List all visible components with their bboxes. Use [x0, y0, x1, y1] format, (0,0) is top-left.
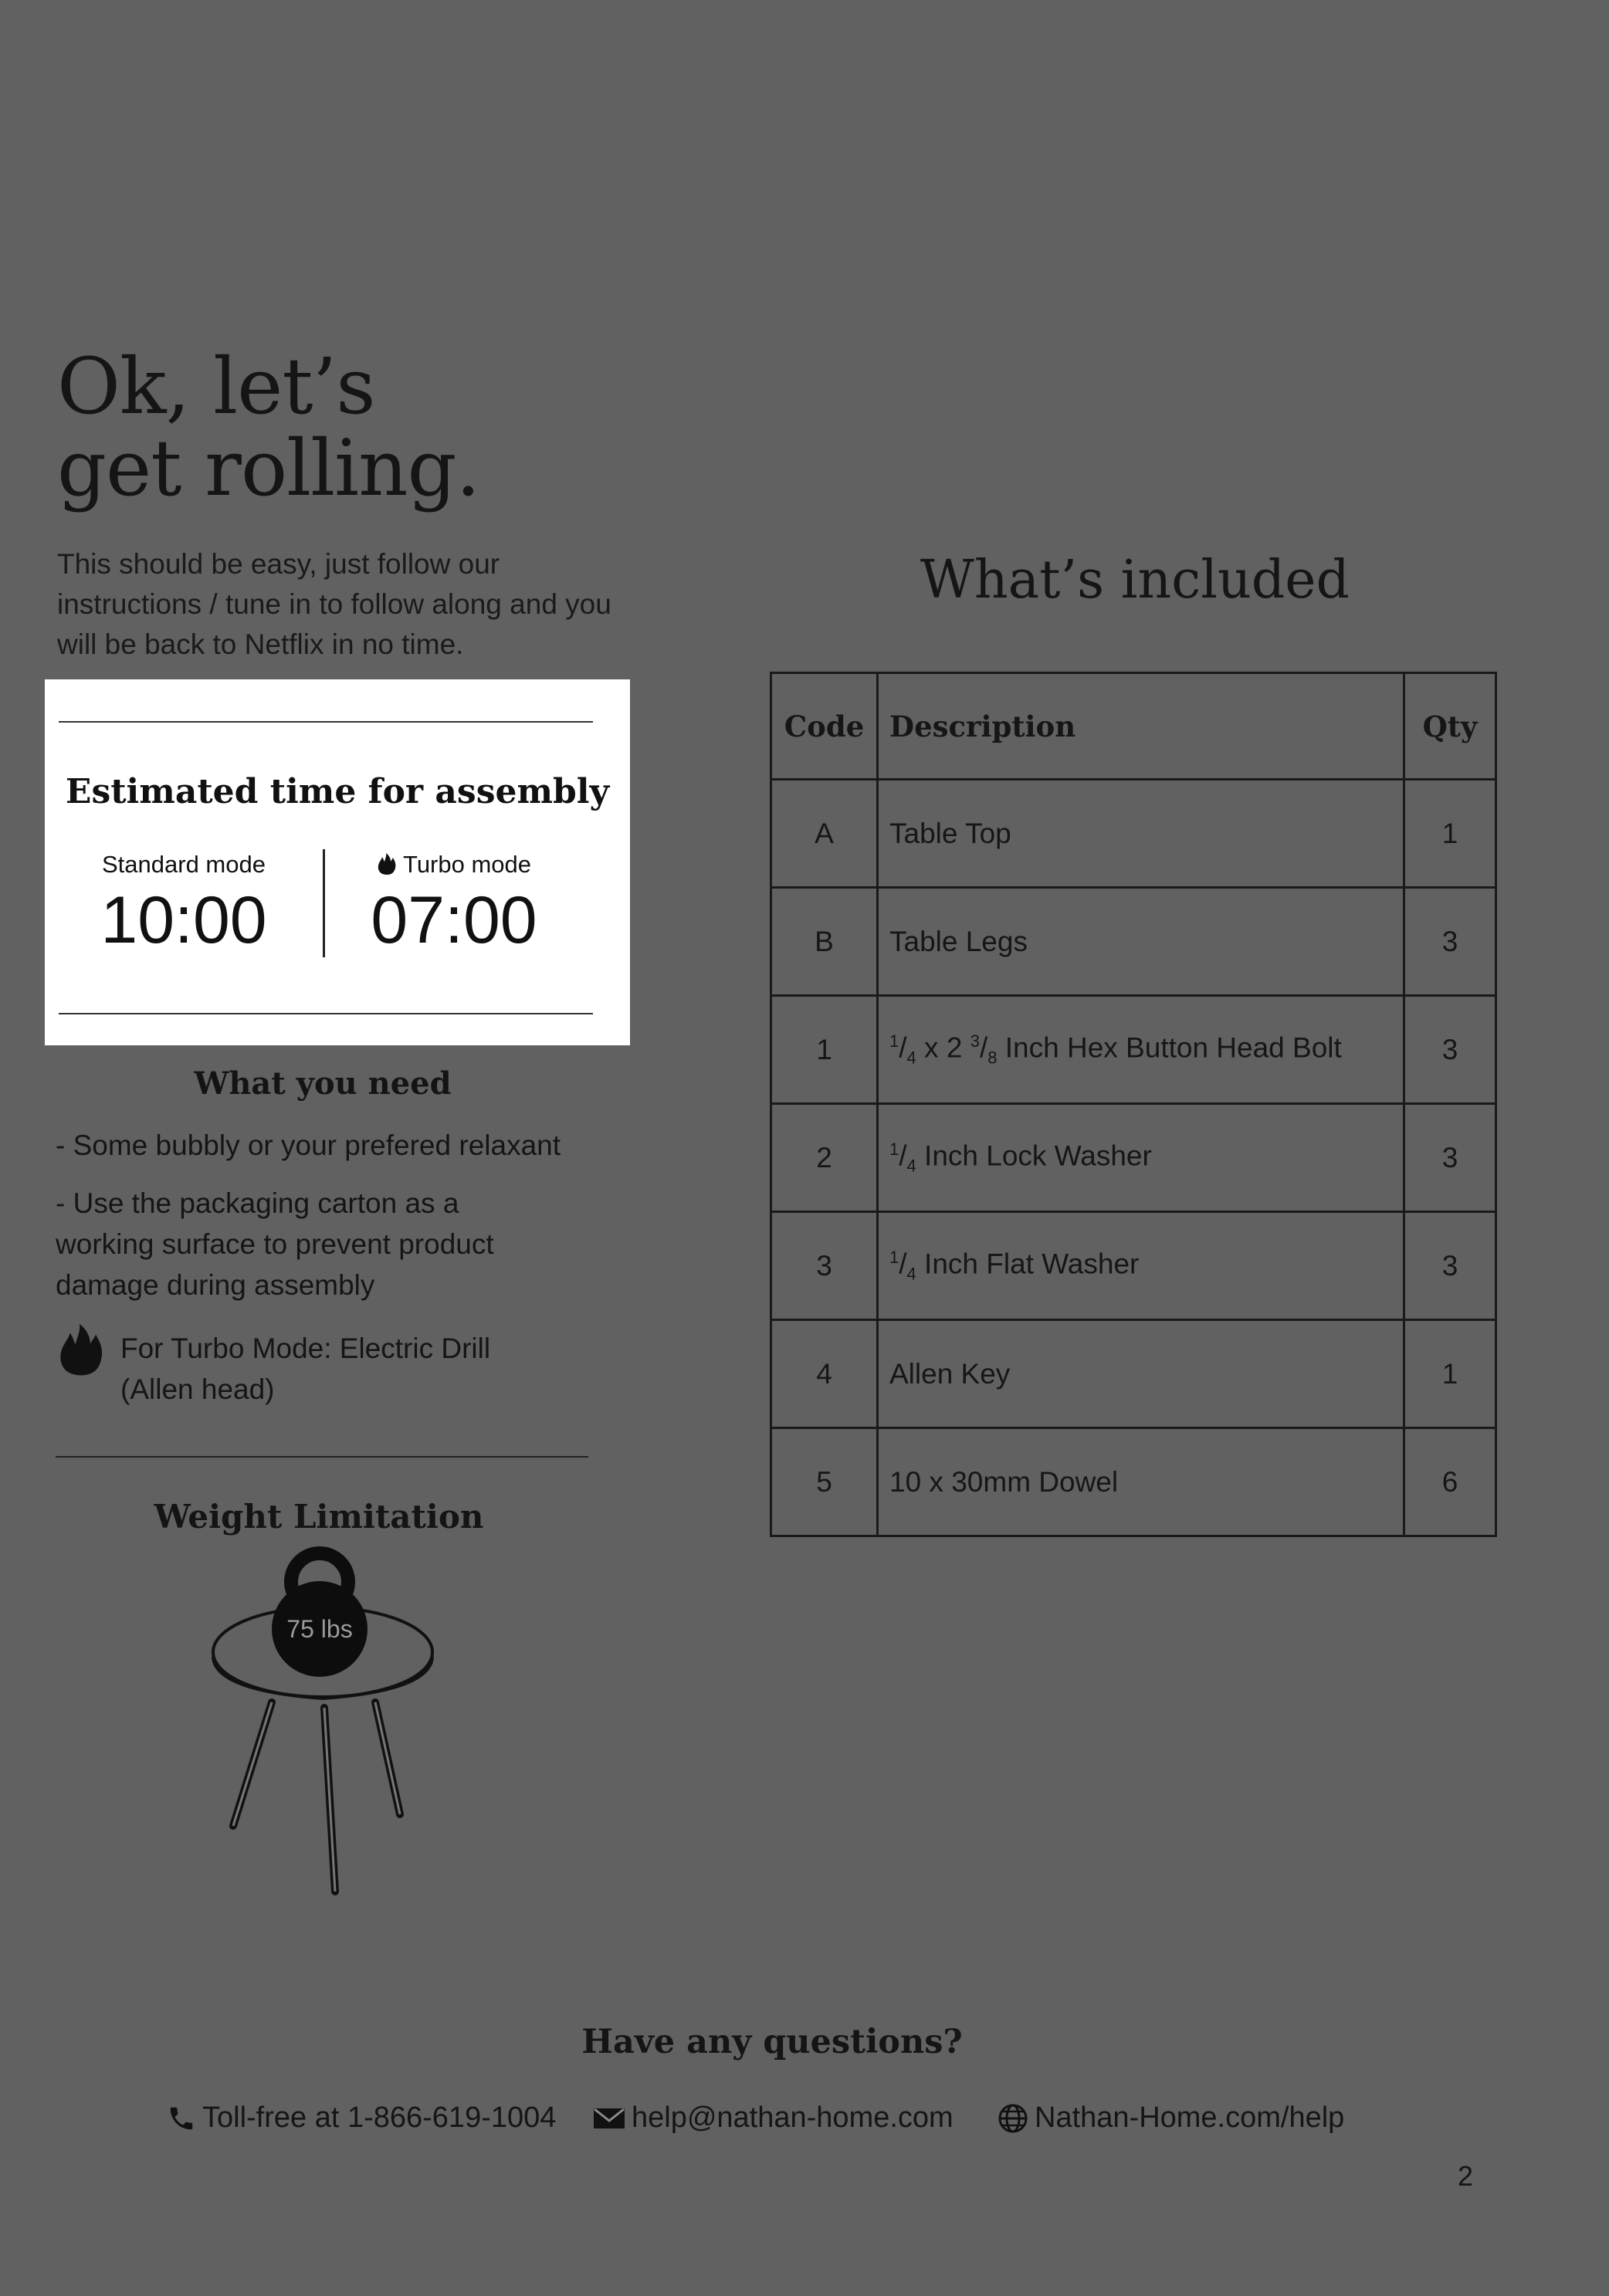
turbo-mode-time: 07:00	[371, 883, 537, 957]
table-row	[771, 780, 1496, 888]
headline-line-1: Ok, let’s	[57, 341, 375, 432]
row-description: $^1/_4$ Inch Flat Washer	[878, 1212, 1404, 1320]
globe-icon	[998, 2103, 1028, 2134]
turbo-mode	[354, 851, 554, 957]
questions-title: Have any questions?	[581, 2023, 963, 2061]
needs-item-1: - Some bubbly or your prefered relaxant	[56, 1129, 561, 1161]
table-row	[771, 888, 1496, 996]
standard-mode-time: 10:00	[100, 883, 267, 957]
intro-text: This should be easy, just follow our instructions / tune in to follow along and you will be back to Netflix in no time.	[57, 548, 611, 660]
row-description: 10 x 30mm Dowel	[878, 1428, 1404, 1536]
row-code: 3	[771, 1212, 878, 1320]
phone-icon	[167, 2104, 196, 2133]
row-code: 4	[771, 1320, 878, 1428]
row-code: 5	[771, 1428, 878, 1536]
row-description: Allen Key	[878, 1320, 1404, 1428]
row-qty: 3	[1404, 1212, 1496, 1320]
needs-title: What you need	[194, 1065, 452, 1102]
fire-icon	[377, 852, 397, 875]
header-qty: Qty	[1404, 673, 1496, 780]
row-qty: 1	[1404, 1320, 1496, 1428]
table-row	[771, 1104, 1496, 1212]
table-row	[771, 1428, 1496, 1536]
contact-email-text: help@nathan-home.com	[632, 2101, 954, 2134]
parts-body	[771, 780, 1496, 1536]
row-code: 1	[771, 996, 878, 1104]
row-code: B	[771, 888, 878, 996]
table-row	[771, 1320, 1496, 1428]
page-headline	[57, 341, 480, 513]
turbo-mode-label-row	[354, 851, 554, 879]
stool-illustration	[193, 1536, 456, 1907]
row-description: Table Top	[878, 780, 1404, 888]
standard-mode-label: Standard mode	[102, 851, 266, 878]
headline-line-2: get rolling.	[57, 423, 480, 513]
contact-email[interactable]	[593, 2101, 954, 2135]
header-description: Description	[878, 673, 1404, 780]
included-title: What’s included	[920, 550, 1350, 611]
row-qty: 3	[1404, 1104, 1496, 1212]
table-row	[771, 1212, 1496, 1320]
row-qty: 3	[1404, 888, 1496, 996]
row-qty: 3	[1404, 996, 1496, 1104]
fire-icon	[57, 1322, 105, 1377]
row-code: A	[771, 780, 878, 888]
row-qty: 1	[1404, 780, 1496, 888]
top-rule	[59, 721, 593, 723]
header-code: Code	[771, 673, 878, 780]
needs-item-3: For Turbo Mode: Electric Drill (Allen head)	[120, 1333, 491, 1405]
table-row	[771, 996, 1496, 1104]
contact-web-text: Nathan-Home.com/help	[1035, 2101, 1345, 2134]
contact-phone-text: Toll-free at 1-866-619-1004	[202, 2101, 557, 2134]
turbo-mode-label: Turbo mode	[403, 851, 532, 878]
mail-icon	[593, 2107, 625, 2130]
row-description: $^1/_4$ x 2 $^3/_8$ Inch Hex Button Head Bolt	[878, 996, 1404, 1104]
row-description: Table Legs	[878, 888, 1404, 996]
mode-divider	[323, 849, 325, 957]
needs-rule	[56, 1456, 588, 1458]
page-number: 2	[1458, 2160, 1474, 2192]
weight-limit: 75 lbs	[286, 1615, 353, 1643]
row-qty: 6	[1404, 1428, 1496, 1536]
weight-title: Weight Limitation	[154, 1498, 484, 1536]
assembly-title: Estimated time for assembly	[65, 772, 610, 811]
parts-header-row	[771, 673, 1496, 780]
needs-item-2: - Use the packaging carton as a working surface to prevent product damage during assembly	[56, 1187, 494, 1301]
parts-table	[770, 672, 1497, 1537]
contact-web[interactable]	[998, 2101, 1344, 2135]
stool-legs	[233, 1702, 400, 1891]
contact-phone[interactable]	[167, 2101, 556, 2135]
row-description: $^1/_4$ Inch Lock Washer	[878, 1104, 1404, 1212]
row-code: 2	[771, 1104, 878, 1212]
assembly-time-box	[45, 679, 630, 1045]
standard-mode	[91, 851, 276, 957]
stool-legs-inner	[233, 1702, 400, 1891]
bottom-rule	[59, 1013, 593, 1014]
